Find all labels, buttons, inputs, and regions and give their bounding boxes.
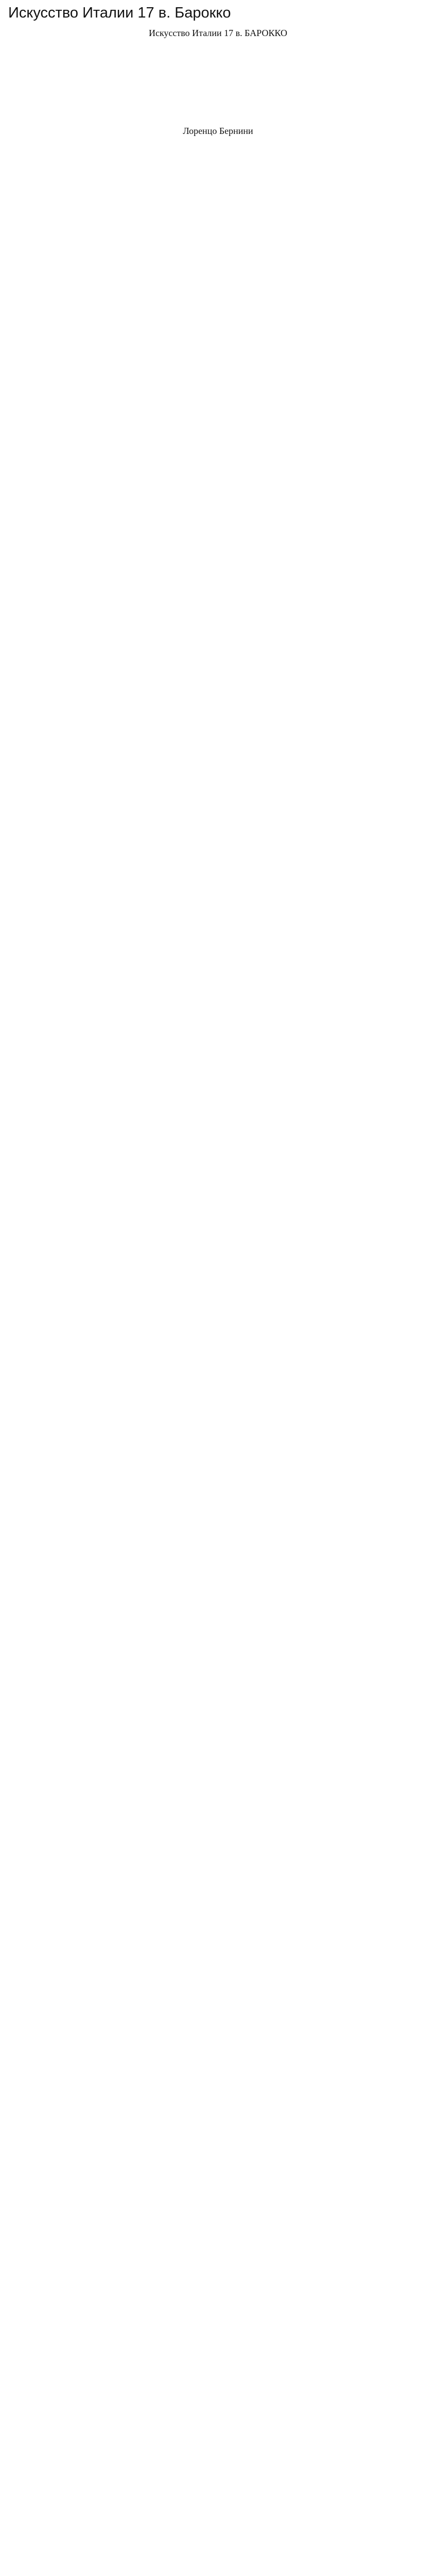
section-heading-bernini: Лоренцо Бернини [183,126,253,136]
page-title: Искусство Италии 17 в. Барокко [8,5,231,21]
document-heading: Искусство Италии 17 в. БАРОККО [148,28,288,38]
